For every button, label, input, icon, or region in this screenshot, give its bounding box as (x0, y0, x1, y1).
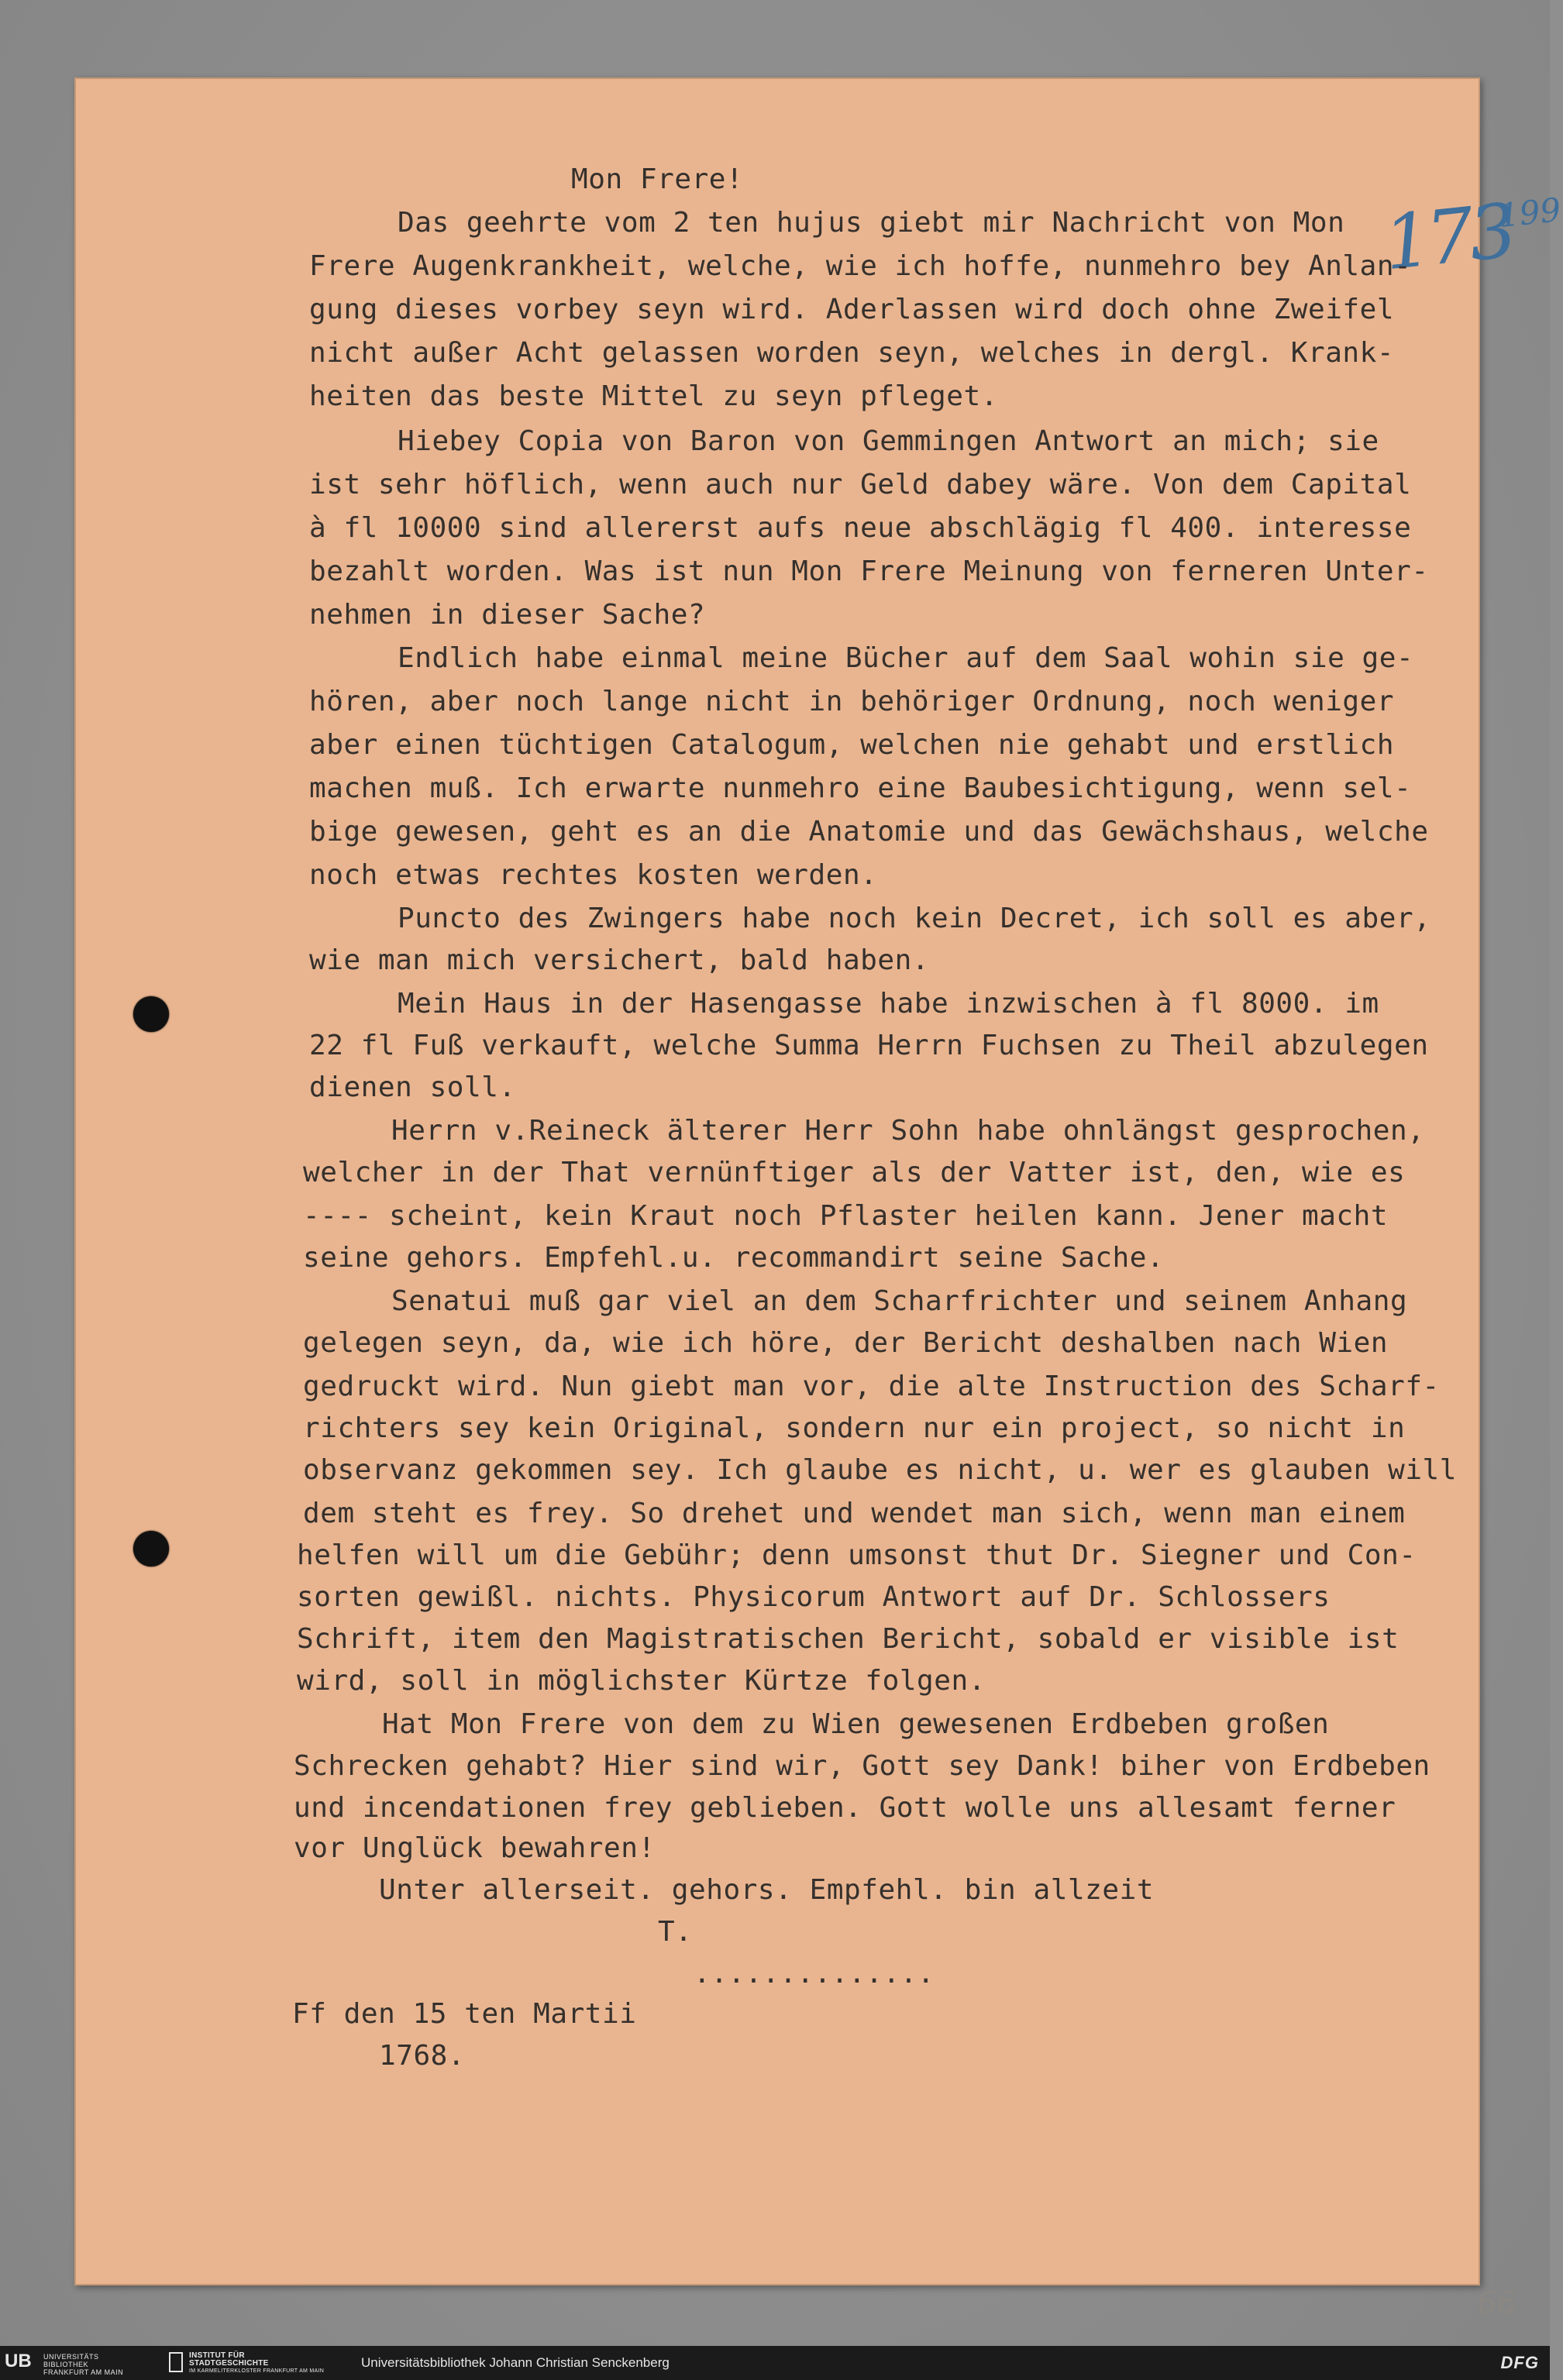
text-line: Schrecken gehabt? Hier sind wir, Gott sey Dank! biher von Erdbeben (294, 1750, 1430, 1782)
footer-credit: Universitätsbibliothek Johann Christian Senckenberg (361, 2355, 670, 2370)
salutation: Mon Frere! (571, 163, 744, 195)
text-line: Puncto des Zwingers habe noch kein Decret, ich soll es aber, (398, 903, 1431, 934)
institute-logo (169, 2351, 339, 2375)
folio-number: 173 (1379, 187, 1517, 287)
punch-hole-lower (133, 1531, 169, 1567)
text-line: bezahlt worden. Was ist nun Mon Frere Meinung von ferneren Unter- (309, 555, 1429, 587)
text-line: observanz gekommen sey. Ich glaube es nicht, u. wer es glauben will (303, 1454, 1457, 1486)
text-line: bige gewesen, geht es an die Anatomie und das Gewächshaus, welche (309, 816, 1429, 848)
ub-mark: UB (5, 2351, 32, 2371)
ub-library-text (43, 2353, 123, 2376)
text-line: Endlich habe einmal meine Bücher auf dem Saal wohin sie ge- (398, 642, 1414, 674)
institute-name-line-2: STADTGESCHICHTE (189, 2359, 269, 2368)
ub-text-line-1: UNIVERSITÄTS (43, 2353, 99, 2361)
punch-hole-upper (133, 996, 169, 1032)
dotted-separator: .............. (694, 1958, 935, 1990)
text-line: vor Unglück bewahren! (294, 1832, 656, 1864)
date-place-line: Ff den 15 ten Martii (292, 1998, 637, 2030)
text-line: noch etwas rechtes kosten werden. (309, 859, 878, 891)
text-line: 22 fl Fuß verkauft, welche Summa Herrn Fuchsen zu Theil abzulegen (309, 1030, 1429, 1061)
folio-superscript: 199 (1496, 190, 1563, 236)
closing-line: Unter allerseit. gehors. Empfehl. bin allzeit (379, 1874, 1155, 1906)
text-line: Senatui muß gar viel an dem Scharfrichter und seinem Anhang (391, 1285, 1408, 1317)
text-line: Schrift, item den Magistratischen Bericht, sobald er visible ist (297, 1623, 1399, 1655)
institute-mark-icon (169, 2352, 183, 2372)
ub-text-line-3: FRANKFURT AM MAIN (43, 2368, 124, 2376)
pencil-page-number: 66 (1477, 2285, 1517, 2321)
text-line: wie man mich versichert, bald haben. (309, 944, 930, 976)
text-line: welcher in der That vernünftiger als der Vatter ist, den, wie es (303, 1157, 1406, 1188)
signature-initial: T. (658, 1916, 693, 1948)
text-line: gung dieses vorbey seyn wird. Aderlassen wird doch ohne Zweifel (309, 294, 1395, 325)
text-line: Herrn v.Reineck älterer Herr Sohn habe ohnlängst gesprochen, (391, 1115, 1425, 1147)
text-line: heiten das beste Mittel zu seyn pfleget. (309, 380, 998, 412)
text-line: Mein Haus in der Hasengasse habe inzwischen à fl 8000. im (398, 988, 1379, 1020)
text-line: seine gehors. Empfehl.u. recommandirt seine Sache. (303, 1242, 1165, 1274)
letter-page (74, 77, 1563, 2321)
text-line: Hat Mon Frere von dem zu Wien gewesenen Erdbeben großen (382, 1708, 1330, 1740)
text-line: ist sehr höflich, wenn auch nur Geld dabey wäre. Von dem Capital (309, 469, 1412, 500)
text-line: gelegen seyn, da, wie ich höre, der Bericht deshalben nach Wien (303, 1327, 1389, 1359)
institute-name (189, 2352, 269, 2368)
text-line: und incendationen frey geblieben. Gott wolle uns allesamt ferner (294, 1792, 1396, 1824)
text-line: gedruckt wird. Nun giebt man vor, die alte Instruction des Scharf- (303, 1371, 1440, 1402)
text-line: ---- scheint, kein Kraut noch Pflaster heilen kann. Jener macht (303, 1200, 1389, 1232)
text-line: dienen soll. (309, 1071, 516, 1103)
institute-name-line-1: INSTITUT FÜR (189, 2351, 245, 2360)
text-line: Das geehrte vom 2 ten hujus giebt mir Nachricht von Mon (398, 207, 1345, 239)
text-line: nehmen in dieser Sache? (309, 599, 706, 631)
text-line: Frere Augenkrankheit, welche, wie ich hoffe, nunmehro bey Anlan- (309, 250, 1412, 282)
text-line: wird, soll in möglichster Kürtze folgen. (297, 1665, 986, 1697)
text-line: sorten gewißl. nichts. Physicorum Antwort auf Dr. Schlossers (297, 1581, 1331, 1613)
text-line: machen muß. Ich erwarte nunmehro eine Baubesichtigung, wenn sel- (309, 772, 1412, 804)
ub-text-line-2: BIBLIOTHEK (43, 2361, 89, 2368)
text-line: richters sey kein Original, sondern nur ein project, so nicht in (303, 1412, 1406, 1444)
date-year-line: 1768. (379, 2040, 466, 2072)
text-line: à fl 10000 sind allererst aufs neue abschlägig fl 400. interesse (309, 512, 1412, 544)
text-line: Hiebey Copia von Baron von Gemmingen Antwort an mich; sie (398, 425, 1379, 457)
footer-bar (0, 2346, 1550, 2380)
institute-subtitle: IM KARMELITERKLOSTER FRANKFURT AM MAIN (189, 2368, 325, 2374)
text-line: aber einen tüchtigen Catalogum, welchen nie gehabt und erstlich (309, 729, 1395, 761)
dfg-logo: DFG (1500, 2353, 1539, 2372)
text-line: dem steht es frey. So drehet und wendet man sich, wenn man einem (303, 1498, 1406, 1529)
ub-library-logo (5, 2351, 160, 2375)
text-line: nicht außer Acht gelassen worden seyn, welches in dergl. Krank- (309, 337, 1395, 369)
text-line: hören, aber noch lange nicht in behöriger Ordnung, noch weniger (309, 686, 1395, 717)
text-line: helfen will um die Gebühr; denn umsonst thut Dr. Siegner und Con- (297, 1539, 1417, 1571)
